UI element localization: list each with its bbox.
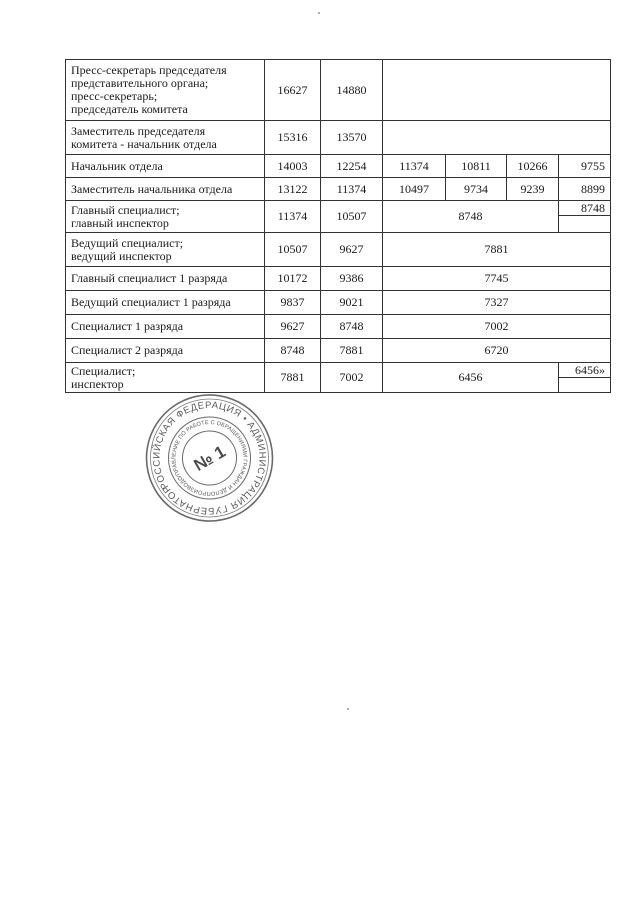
table-row <box>66 315 611 339</box>
position-cell <box>66 121 265 155</box>
merged-salary-cell: 7327 <box>383 291 611 315</box>
salary-cell: 11374 <box>383 155 446 178</box>
table-row <box>66 291 611 315</box>
salary-cell: 9837 <box>265 291 321 315</box>
empty-cell <box>559 216 611 233</box>
salary-cell: 15316 <box>265 121 321 155</box>
seal-inner-text: УПРАВЛЕНИЕ ПО РАБОТЕ С ОБРАЩЕНИЯМИ ГРАЖДАН И ДЕЛОПРОИЗВОДСТВУ <box>171 419 248 497</box>
salary-cell: 11374 <box>321 178 383 201</box>
table-row <box>66 363 611 378</box>
position-line: Заместитель председателя <box>71 123 206 138</box>
position-cell <box>66 60 265 121</box>
position-line: Пресс-секретарь председателя <box>71 63 227 77</box>
empty-cell <box>383 60 611 121</box>
salary-cell: 14880 <box>321 60 383 121</box>
salary-cell: 9627 <box>321 233 383 267</box>
table-row <box>66 155 611 178</box>
salary-cell: 7881 <box>265 363 321 393</box>
merged-salary-cell: 7745 <box>383 267 611 291</box>
salary-cell: 7002 <box>321 363 383 393</box>
scan-speck <box>318 12 320 14</box>
salary-cell: 9755 <box>559 155 611 178</box>
position-line: председатель комитета <box>71 102 188 116</box>
merged-salary-cell: 6720 <box>383 339 611 363</box>
position-cell: Специалист 1 разряда <box>66 315 265 339</box>
salary-table <box>65 59 611 393</box>
position-line: главный инспектор <box>71 215 169 230</box>
position-line: инспектор <box>71 376 124 391</box>
salary-cell: 9239 <box>507 178 559 201</box>
position-cell <box>66 363 265 393</box>
position-line: Главный специалист; <box>71 202 180 217</box>
position-line: комитета - начальник отдела <box>71 136 217 151</box>
salary-cell: 10507 <box>321 201 383 233</box>
merged-salary-cell: 8748 <box>383 201 559 233</box>
table-row <box>66 201 611 216</box>
seal-outer-text: РОССИЙСКАЯ ФЕДЕРАЦИЯ • АДМИНИСТРАЦИЯ ГУБЕРНАТОРА <box>151 399 268 517</box>
salary-cell: 13122 <box>265 178 321 201</box>
salary-cell: 11374 <box>265 201 321 233</box>
salary-cell: 6456» <box>559 363 611 378</box>
salary-cell: 9734 <box>446 178 507 201</box>
empty-cell <box>559 378 611 393</box>
position-line: Ведущий специалист; <box>71 235 184 250</box>
table-row <box>66 233 611 267</box>
official-seal-stamp <box>137 393 282 523</box>
salary-cell: 8748 <box>559 201 611 216</box>
table-row <box>66 60 611 121</box>
table-row <box>66 267 611 291</box>
merged-salary-cell: 6456 <box>383 363 559 393</box>
position-line: Специалист; <box>71 363 136 378</box>
salary-cell: 12254 <box>321 155 383 178</box>
position-line: ведущий инспектор <box>71 248 172 263</box>
salary-cell: 8748 <box>321 315 383 339</box>
position-line: представительного органа; <box>71 76 209 90</box>
position-cell <box>66 233 265 267</box>
salary-cell: 7881 <box>321 339 383 363</box>
salary-cell: 10507 <box>265 233 321 267</box>
scan-speck <box>347 708 349 710</box>
table-row <box>66 339 611 363</box>
position-cell: Ведущий специалист 1 разряда <box>66 291 265 315</box>
salary-cell: 14003 <box>265 155 321 178</box>
seal-number: № 1 <box>190 441 229 475</box>
salary-cell: 10811 <box>446 155 507 178</box>
salary-cell: 8899 <box>559 178 611 201</box>
table-row <box>66 121 611 155</box>
position-line: пресс-секретарь; <box>71 89 158 103</box>
salary-cell: 13570 <box>321 121 383 155</box>
position-cell: Начальник отдела <box>66 155 265 178</box>
salary-cell: 10266 <box>507 155 559 178</box>
salary-cell: 10172 <box>265 267 321 291</box>
salary-cell: 9627 <box>265 315 321 339</box>
position-cell: Заместитель начальника отдела <box>66 178 265 201</box>
salary-cell: 16627 <box>265 60 321 121</box>
table-row <box>66 178 611 201</box>
salary-cell: 9021 <box>321 291 383 315</box>
merged-salary-cell: 7002 <box>383 315 611 339</box>
salary-cell: 10497 <box>383 178 446 201</box>
position-cell: Главный специалист 1 разряда <box>66 267 265 291</box>
position-cell: Специалист 2 разряда <box>66 339 265 363</box>
salary-cell: 8748 <box>265 339 321 363</box>
empty-cell <box>383 121 611 155</box>
merged-salary-cell: 7881 <box>383 233 611 267</box>
salary-cell: 9386 <box>321 267 383 291</box>
position-cell <box>66 201 265 233</box>
